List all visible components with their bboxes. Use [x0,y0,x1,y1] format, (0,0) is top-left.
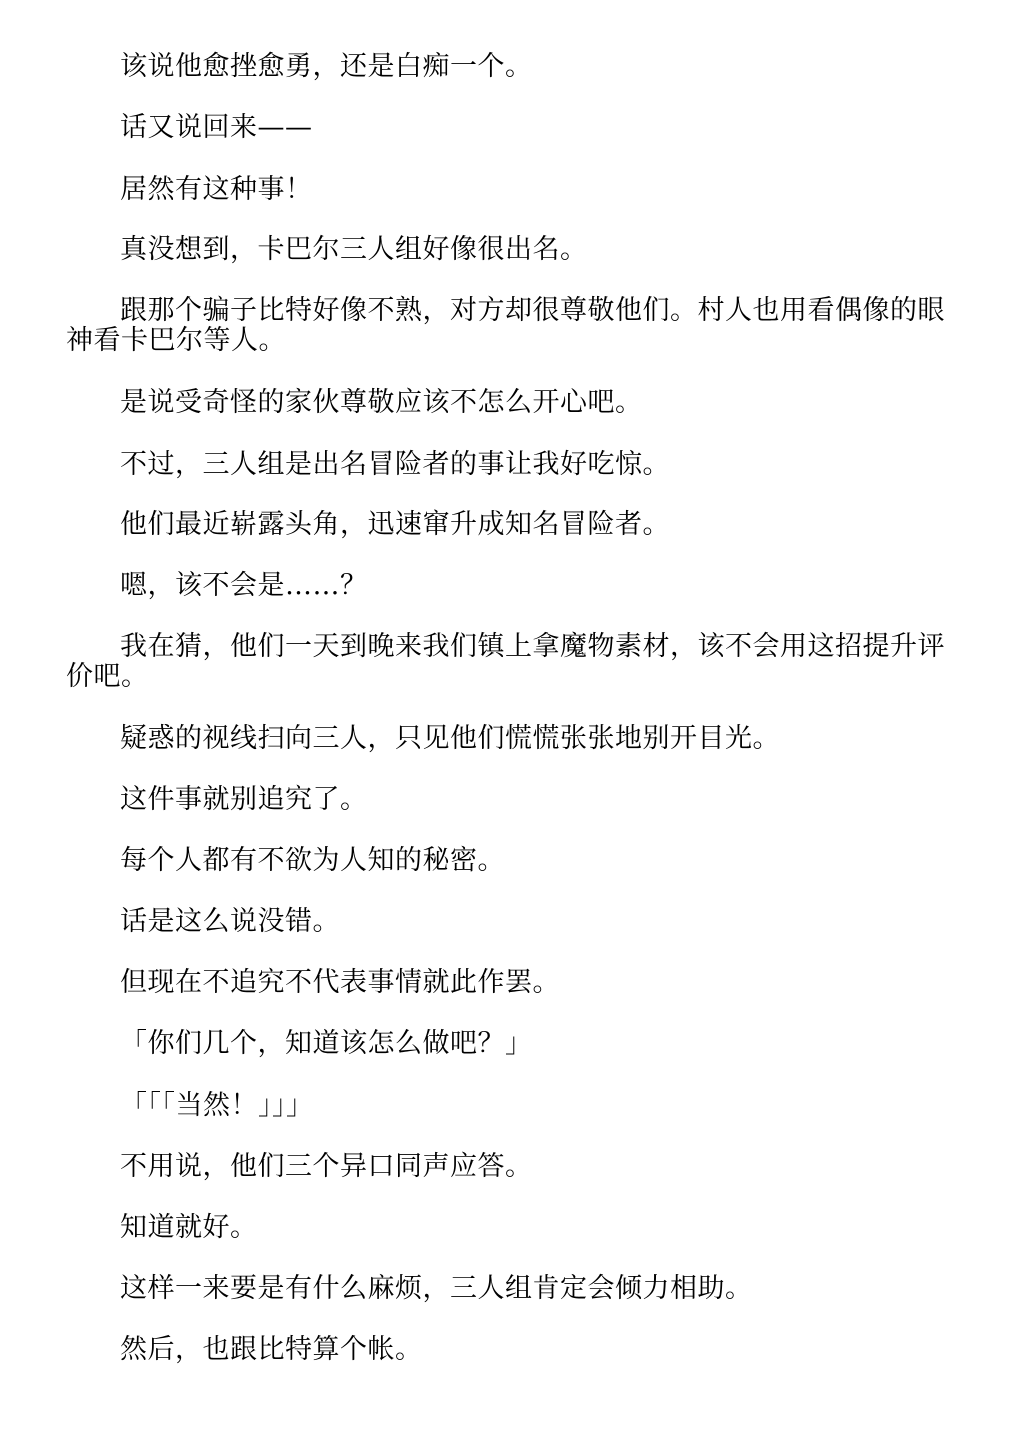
paragraph: 话又说回来—— [120,112,313,143]
paragraph: 知道就好。 [120,1212,258,1243]
paragraph: 「你们几个，知道该怎么做吧？」 [120,1028,533,1059]
paragraph: 但现在不追究不代表事情就此作罢。 [120,967,560,998]
paragraph: 不过，三人组是出名冒险者的事让我好吃惊。 [120,449,670,480]
paragraph: 我在猜，他们一天到晚来我们镇上拿魔物素材，该不会用这招提升评价吧。 [66,631,945,692]
paragraph: 话是这么说没错。 [120,906,340,937]
paragraph: 不用说，他们三个异口同声应答。 [120,1151,533,1182]
paragraph: 「「「当然！」」」 [120,1090,314,1121]
paragraph: 真没想到，卡巴尔三人组好像很出名。 [120,234,588,265]
paragraph: 疑惑的视线扫向三人，只见他们慌慌张张地别开目光。 [120,723,780,754]
paragraph: 是说受奇怪的家伙尊敬应该不怎么开心吧。 [120,387,643,418]
paragraph: 居然有这种事！ [120,174,313,205]
document-page [66,0,946,1437]
paragraph: 然后，也跟比特算个帐。 [120,1334,423,1365]
paragraph: 这件事就别追究了。 [120,784,368,815]
paragraph: 该说他愈挫愈勇，还是白痴一个。 [120,51,533,82]
paragraph: 嗯，该不会是……？ [120,570,368,601]
paragraph: 跟那个骗子比特好像不熟，对方却很尊敬他们。村人也用看偶像的眼神看卡巴尔等人。 [66,295,945,356]
paragraph: 每个人都有不欲为人知的秘密。 [120,845,505,876]
paragraph: 这样一来要是有什么麻烦，三人组肯定会倾力相助。 [120,1273,753,1304]
paragraph: 他们最近崭露头角，迅速窜升成知名冒险者。 [120,509,670,540]
